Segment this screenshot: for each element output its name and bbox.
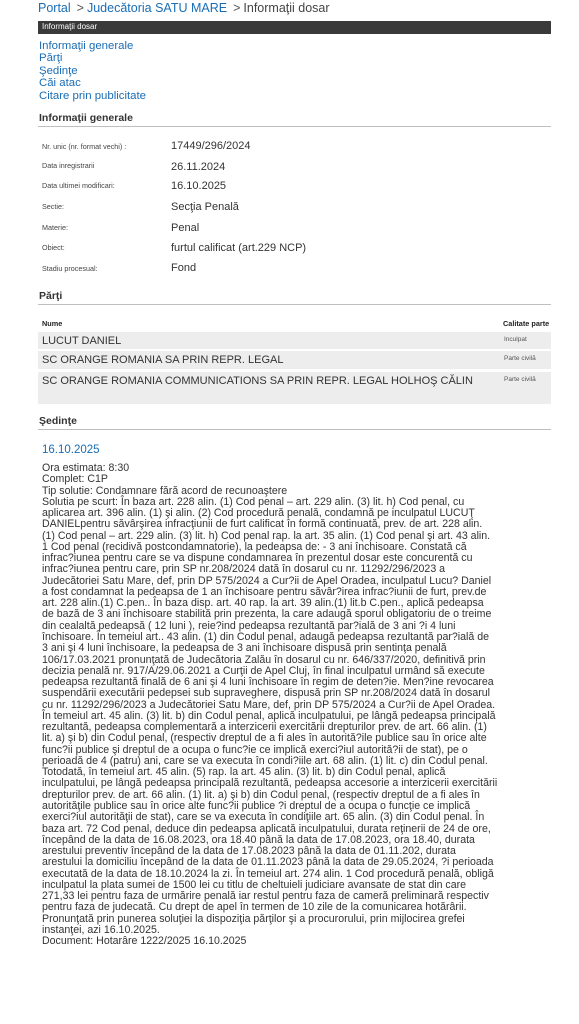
session-text-line: 3 ani şi 4 luni închisoare, la pedeapsa de 3 ani închisoare dispusă prin sentinţa penală xyxy=(42,642,447,655)
divider xyxy=(38,126,551,127)
party-quality: Parte civilă xyxy=(504,355,536,362)
session-text-line: Tip solutie: Condamnare fără acord de recunoaştere xyxy=(42,484,288,497)
info-value: 16.10.2025 xyxy=(171,180,227,192)
info-value: 26.11.2024 xyxy=(171,161,226,173)
parti-column-header-name: Nume xyxy=(42,319,63,328)
section-heading-sedinte: Şedinţe xyxy=(39,415,77,427)
session-text-line: cu nr. 11292/296/2023 a Judecătoriei Satu Mare, def, prin DP 575/2024 a Cur?ii de Apel Oradea. xyxy=(42,698,496,711)
section-heading-general: Informaţii generale xyxy=(39,112,133,124)
table-row xyxy=(38,351,551,369)
session-text-line: din cealaltă pedeapsă ( 12 luni ), reie?ind pedeapsa rezultantă par?ială de 3 ani ?i 4 luni xyxy=(42,619,456,632)
session-text-line: Ora estimata: 8:30 xyxy=(42,462,130,474)
session-text-line: Totodată, în temeiul art. 45 alin. (5) rap. la art. 45 alin. (3) lit. b) din Codul penal, aplică xyxy=(42,766,446,779)
breadcrumb xyxy=(38,1,330,15)
session-text-line: de bază de 3 ani închisoare stabilită prin prezenta, la care adaugă sporul obligatoriu de o treime xyxy=(42,608,492,621)
breadcrumb-portal-link[interactable]: Portal xyxy=(38,1,71,15)
session-text-line: infrac?iunea pentru care, prin SP nr.208/2024 dată în dosarul cu nr. 11292/296/2023 a xyxy=(42,563,446,576)
session-text-line: Document: Hotarâre 1222/2025 16.10.2025 xyxy=(42,935,247,948)
nav-link-citare-publicitate[interactable]: Citare prin publicitate xyxy=(39,89,146,102)
session-text-line: inculpatul la plata sumei de 1500 lei cu titlu de cheltuieli judiciare avansate de stat din care xyxy=(42,878,467,891)
session-text-line: infrac?iunea pentru care se va dispune condamnarea în prezentul dosar este concurentă cu xyxy=(42,552,473,565)
session-text-line: arestului preventiv începând de la data de 17.08.2023 până la data de 01.11.202, durata xyxy=(42,845,456,858)
info-value: Secţia Penală xyxy=(171,201,239,213)
info-value: Fond xyxy=(171,262,197,274)
divider xyxy=(38,429,551,430)
info-value: 17449/296/2024 xyxy=(171,140,251,152)
party-quality: Inculpat xyxy=(504,336,527,343)
info-label: Data ultimei modificari: xyxy=(42,181,115,190)
breadcrumb-current: Informaţii dosar xyxy=(243,1,330,15)
party-name: SC ORANGE ROMANIA COMMUNICATIONS SA PRIN REPR. LEGAL HOLHOŞ CĂLIN xyxy=(42,375,473,387)
nav-link-sedinte[interactable]: Şedinţe xyxy=(39,64,78,77)
session-details xyxy=(42,463,550,947)
session-text-line: decizia penală nr. 917/A/29.06.2021 a Curţii de Apel Cluj, în final inculpatul urmând să execute xyxy=(42,664,485,677)
session-date: 16.10.2025 xyxy=(42,444,100,456)
party-quality: Parte civilă xyxy=(504,376,536,383)
breadcrumb-separator: > xyxy=(233,1,241,15)
session-text-line: executată de la data de 18.10.2024 la zi. În temeiul art. 274 alin. 1 Cod procedură penală, obligă xyxy=(42,867,494,880)
session-text-line: drepturilor prev. de art. 66 alin. (1) lit. a) şi b) din Codul penal, (respectiv dreptul de a fi ales în xyxy=(42,788,480,801)
divider xyxy=(38,304,551,305)
session-text-line: instanţei, azi 16.10.2025. xyxy=(42,923,160,936)
party-name: SC ORANGE ROMANIA SA PRIN REPR. LEGAL xyxy=(42,354,284,366)
session-text-line: baza art. 72 Cod penal, deduce din pedeapsa aplicată inculpatului, durata reţinerii de 24 de ore, xyxy=(42,822,491,835)
session-text-line: Pronunţată prin punerea soluţiei la dispoziţia părţilor şi a procurorului, prin mijlocirea grefei xyxy=(42,912,465,925)
table-row xyxy=(38,332,551,349)
session-text-line: autorităţile publice sau în orice alte func?ii publice ?i dreptul de a ocupa o funcţie ce implică xyxy=(42,799,471,812)
section-nav xyxy=(39,40,146,102)
session-text-line: perioadă de 4 (patru) ani, care se va executa în condi?iile art. 68 alin. (1) lit. c) din Codul penal. xyxy=(42,754,488,767)
info-value: Penal xyxy=(171,222,200,234)
info-label: Sectie: xyxy=(42,202,64,211)
session-text-line: 271,33 lei pentru faza de urmărire penală iar restul pentru faza de cameră preliminară respectiv xyxy=(42,890,489,903)
section-title-bar-label: Informaţii dosar xyxy=(42,22,98,31)
breadcrumb-separator: > xyxy=(76,1,84,15)
info-label: Obiect: xyxy=(42,243,65,252)
session-text-line: a fost condamnat la pedeapsa de 1 an închisoare pentru săvâr?irea infrac?iunii de furt, prev.de xyxy=(42,585,487,598)
session-text-line: 106/17.03.2021 pronunţată de Judecătoria Zalău în dosarul cu nr. 646/337/2020, definitivă prin xyxy=(42,653,486,666)
session-text-line: (1) Cod penal – art. 229 alin. (3) lit. h) Cod penal rap. la art. 35 alin. (1) Cod penal şi art. 43 alin. xyxy=(42,529,491,542)
session-text-line: arestului la domiciliu începând de la data de 01.11.2023 până la data de 29.05.2024, ?i perioada xyxy=(42,856,494,869)
session-text-line: 1 Cod penal (recidivă postcondamnatorie), la pedeapsa de: - 3 ani închisoare. Constată că xyxy=(42,540,467,553)
session-text-line: rezultantă, pedeapsa complementară a interzicerii exercitării drepturilor prev. de art. 66 alin. (1) xyxy=(42,721,487,734)
party-name: LUCUT DANIEL xyxy=(42,335,122,347)
info-label: Materie: xyxy=(42,223,68,232)
session-text-line: suspendării executării pedepsei sub supraveghere, dispusă prin SP nr.208/2024 dată în dosarul xyxy=(42,687,490,700)
session-text-line: inculpatului, pe lângă pedeapsa principală rezultantă, pedeapsa accesorie a interzicerii exercitării xyxy=(42,777,498,790)
session-text-line: Judecătoriei Satu Mare, def, prin DP 575/2024 a Cur?ii de Apel Oradea, inculpatul Lucu? Daniel xyxy=(42,574,492,587)
session-text-line: exerci?iul autorităţii de stat), care se va executa în condiţiile art. 65 alin. (3) din Codul penal. În xyxy=(42,811,485,824)
session-text-line: DANIELpentru săvârşirea infracţiunii de furt calificat în formă continuată, prev. de art. 228 alin. xyxy=(42,518,483,531)
info-label: Stadiu procesual: xyxy=(42,264,98,273)
session-text-line: În temeiul art. 45 alin. (3) lit. b) din Codul penal, aplică inculpatului, pe lângă pedeapsa principală xyxy=(42,709,496,722)
section-title-bar xyxy=(38,21,551,34)
parti-column-header-quality: Calitate parte xyxy=(503,319,550,328)
session-text-line: pentru faza de judecată. Cu drept de apel în termen de 10 zile de la comunicarea hotărârii. xyxy=(42,901,467,914)
nav-link-parti[interactable]: Părţi xyxy=(39,52,63,65)
session-text-line: începând de la data de 16.08.2023, ora 18.40 până la data de 17.08.2023, ora 18.40, durata xyxy=(42,833,475,846)
session-text-line: lit. a) şi b) din Codul penal, (respectiv dreptul de a fi ales în autorită?ile publice sau în orice alte xyxy=(42,732,487,745)
session-text-line: pedeapsa rezultantă finală de 6 ani şi 4 luni închisoare în regim de deten?ie. Men?ine revocarea xyxy=(42,676,494,689)
info-label: Data inregistrarii xyxy=(42,161,95,170)
session-text-line: aplicarea art. 396 alin. (1) şi alin. (2) Cod procedură penală, condamnă pe inculpatul LUCUŢ xyxy=(42,507,475,520)
nav-link-cai-atac[interactable]: Căi atac xyxy=(39,77,81,90)
nav-link-informatii-generale[interactable]: Informaţii generale xyxy=(39,40,134,52)
session-text-line: Complet: C1P xyxy=(42,473,108,486)
info-value: furtul calificat (art.229 NCP) xyxy=(171,242,307,254)
session-text-line: închisoare. În temeiul art.. 43 alin. (1) din Codul penal, adaugă pedeapsa rezultantă par?ială de xyxy=(42,630,489,643)
session-text-line: art. 228 alin.(1) C.pen.. În baza disp. art. 40 rap. la art. 39 alin.(1) lit.b C.pen., aplică pedeapsa xyxy=(42,597,484,610)
info-label: Nr. unic (nr. format vechi) : xyxy=(42,142,127,151)
breadcrumb-court-link[interactable]: Judecătoria SATU MARE xyxy=(86,1,228,15)
session-text-line: Solutia pe scurt: În baza art. 228 alin. (1) Cod penal – art. 229 alin. (3) lit. h) Cod penal, cu xyxy=(42,495,465,508)
table-row xyxy=(38,372,551,404)
session-text-line: func?ii publice şi dreptul de a ocupa o func?ie ce implică exerci?iul autorită?ii de stat), pe o xyxy=(42,743,468,756)
section-heading-parti: Părţi xyxy=(39,290,63,302)
